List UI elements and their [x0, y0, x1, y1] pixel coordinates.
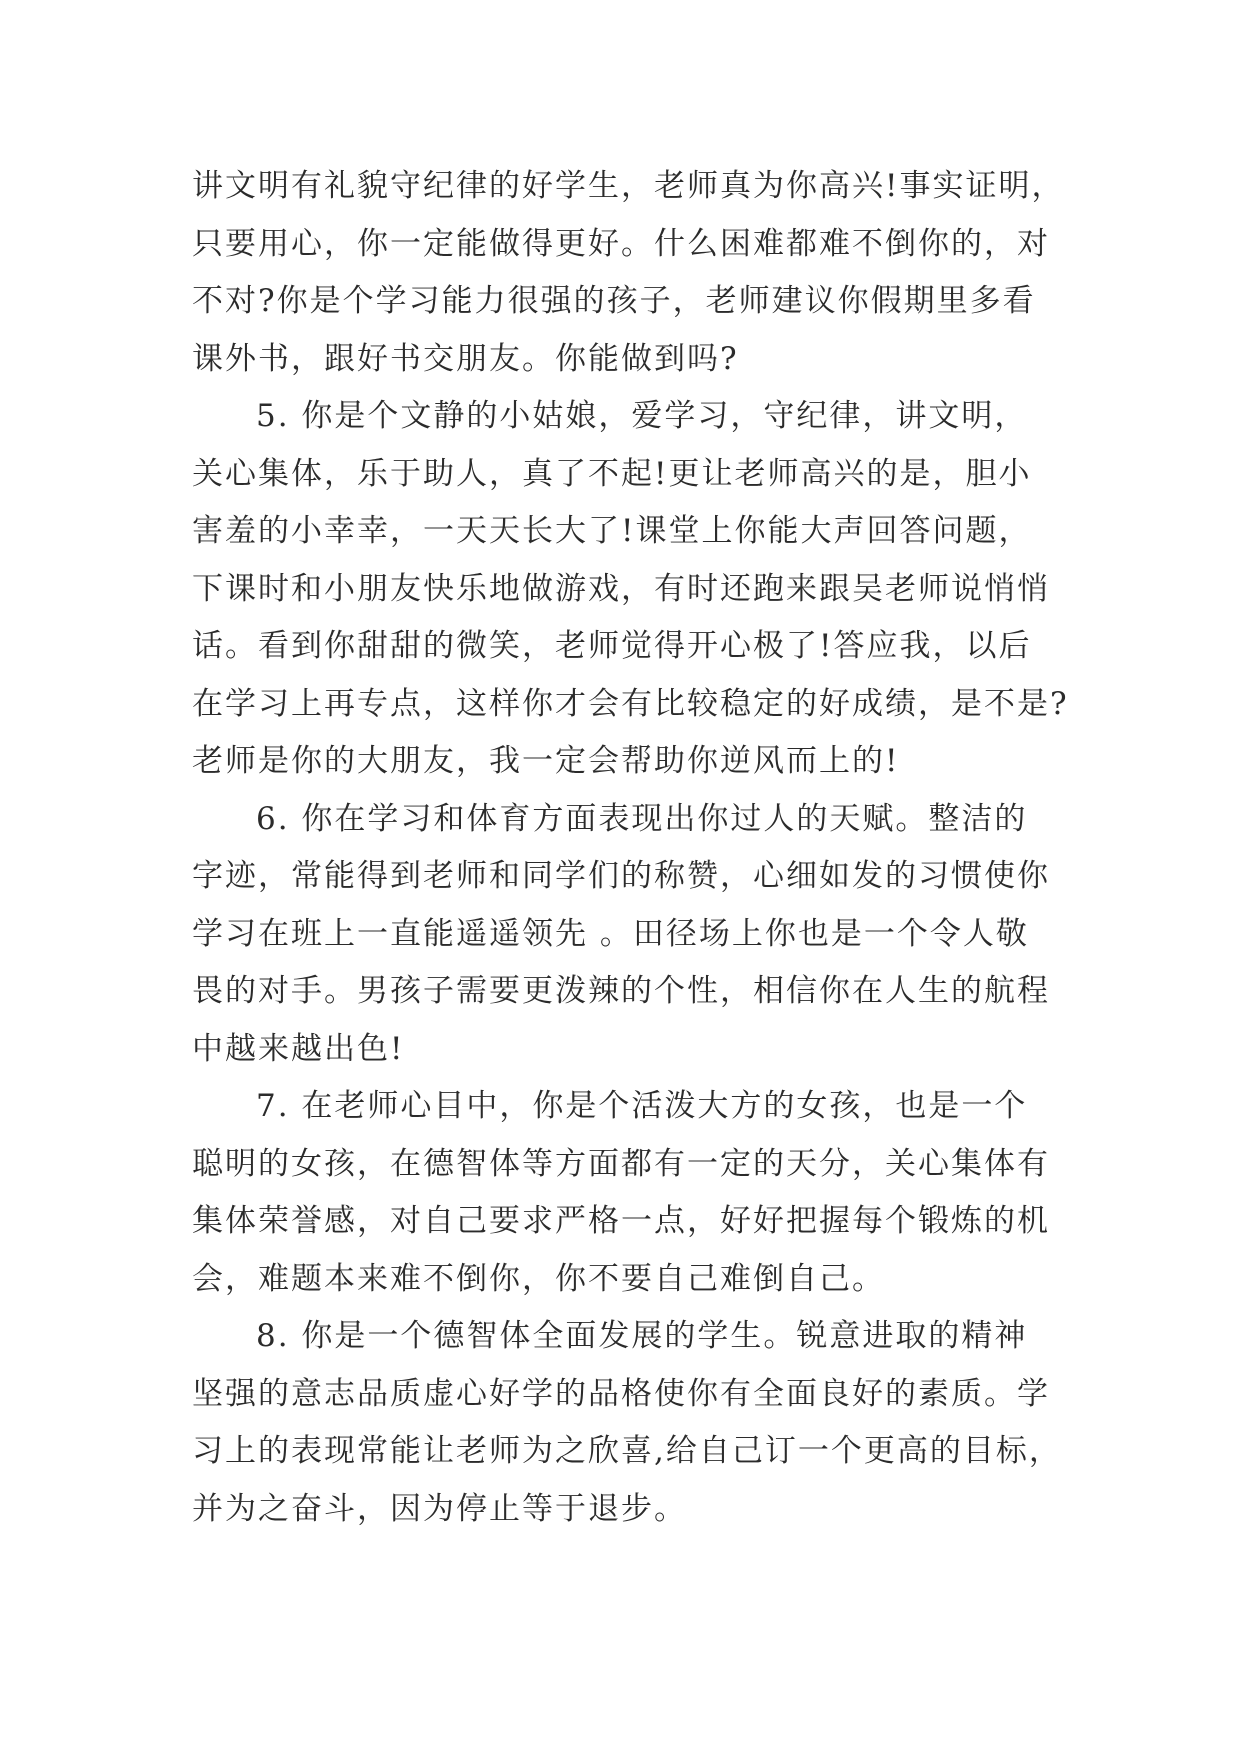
- text-line: 会，难题本来难不倒你，你不要自己难倒自己。: [192, 1260, 885, 1297]
- text-line: 聪明的女孩，在德智体等方面都有一定的天分，关心集体有: [192, 1145, 1050, 1182]
- paragraph-7-first-line: 7. 在老师心目中，你是个活泼大方的女孩，也是一个: [256, 1088, 1028, 1124]
- text-line: 学习在班上一直能遥遥领先 。田径场上你也是一个令人敬: [192, 915, 1029, 952]
- text-line: 话。看到你甜甜的微笑，老师觉得开心极了!答应我，以后: [192, 628, 1032, 664]
- document-body: [192, 158, 1072, 1538]
- text-line: 老师是你的大朋友，我一定会帮助你逆风而上的!: [192, 743, 900, 779]
- text-line: 并为之奋斗，因为停止等于退步。: [192, 1490, 687, 1527]
- text-line: 关心集体，乐于助人，真了不起!更让老师高兴的是，胆小: [192, 455, 1032, 492]
- text-line: 习上的表现常能让老师为之欣喜,给自己订一个更高的目标，: [192, 1433, 1062, 1469]
- text-line: 在学习上再专点，这样你才会有比较稳定的好成绩，是不是?: [192, 685, 1069, 722]
- paragraph-5-first-line: 5. 你是个文静的小姑娘，爱学习，守纪律，讲文明，: [256, 398, 1028, 434]
- text-line: 不对?你是个学习能力很强的孩子，老师建议你假期里多看: [192, 283, 1036, 319]
- text-line: 中越来越出色!: [192, 1030, 405, 1067]
- text-line: 字迹，常能得到老师和同学们的称赞，心细如发的习惯使你: [192, 858, 1050, 894]
- text-line: 课外书，跟好书交朋友。你能做到吗?: [192, 340, 739, 377]
- text-line: 集体荣誉感，对自己要求严格一点，好好把握每个锻炼的机: [192, 1203, 1050, 1239]
- text-line: 坚强的意志品质虚心好学的品格使你有全面良好的素质。学: [192, 1375, 1050, 1412]
- text-line: 讲文明有礼貌守纪律的好学生，老师真为你高兴!事实证明，: [192, 168, 1065, 204]
- text-line: 畏的对手。男孩子需要更泼辣的个性，相信你在人生的航程: [192, 973, 1050, 1009]
- text-line: 害羞的小幸幸，一天天长大了!课堂上你能大声回答问题，: [192, 513, 1032, 549]
- text-line: 下课时和小朋友快乐地做游戏，有时还跑来跟吴老师说悄悄: [192, 570, 1050, 607]
- text-line: 只要用心，你一定能做得更好。什么困难都难不倒你的，对: [192, 225, 1050, 262]
- paragraph-8-first-line: 8. 你是一个德智体全面发展的学生。锐意进取的精神: [256, 1318, 1028, 1354]
- paragraph-6-first-line: 6. 你在学习和体育方面表现出你过人的天赋。整洁的: [256, 800, 1028, 837]
